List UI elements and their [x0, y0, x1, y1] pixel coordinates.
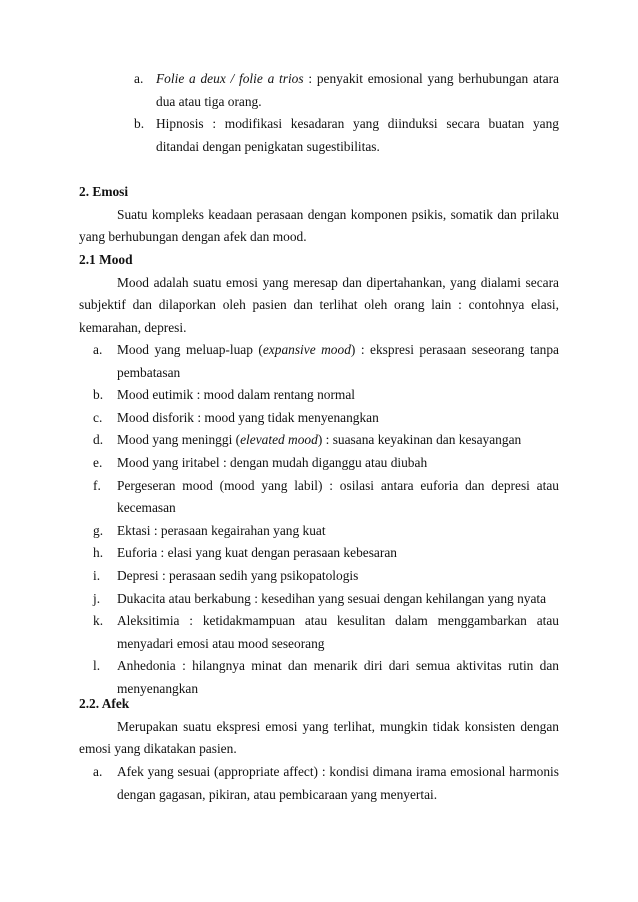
list-marker: e. — [93, 454, 103, 470]
list-text: Ektasi : perasaan kegairahan yang kuat — [117, 522, 326, 538]
list-marker: a. — [93, 764, 103, 779]
section-paragraph: Suatu kompleks keadaan perasaan dengan komponen psikis, somatik dan prilaku yang berhubungan dengan afek dan mood. — [79, 206, 559, 245]
list-text: Folie a deux / folie a trios : penyakit emosional yang berhubungan atara dua atau tiga orang. — [156, 71, 559, 109]
list-item — [93, 384, 559, 407]
list-marker: b. — [134, 116, 145, 132]
section-afek — [79, 693, 559, 761]
list-text: Euforia : elasi yang kuat dengan perasaan kebesaran — [117, 545, 397, 561]
list-item — [93, 429, 559, 452]
list-marker: a. — [134, 71, 144, 86]
list-item — [93, 761, 559, 806]
list-text: Anhedonia : hilangnya minat dan menarik diri dari semua aktivitas rutin dan menyenangkan — [117, 658, 559, 696]
list-item — [93, 407, 559, 430]
list-text: Mood yang meninggi (elevated mood) : suasana keyakinan dan kesayangan — [117, 432, 522, 448]
section-heading: 2. Emosi — [79, 184, 129, 199]
list-text: Depresi : perasaan sedih yang psikopatologis — [117, 567, 359, 583]
list-marker: g. — [93, 522, 104, 538]
list-text: Mood eutimik : mood dalam rentang normal — [117, 387, 356, 403]
list-item — [93, 610, 559, 655]
section-heading: 2.1 Mood — [79, 252, 133, 267]
list-text: Hipnosis : modifikasi kesadaran yang diinduksi secara buatan yang ditandai dengan penigkatan sugestibilitas. — [156, 116, 559, 154]
list-item — [93, 475, 559, 520]
list-item — [134, 113, 559, 158]
list-text: Mood yang meluap-luap (expansive mood) : ekspresi perasaan seseorang tanpa pembatasan — [117, 342, 559, 380]
section-paragraph: Mood adalah suatu emosi yang meresap dan dipertahankan, yang dialami secara subjektif dan dilaporkan oleh pasien dan terlihat oleh orang lain : contohnya elasi, kemarahan, depresi. — [79, 274, 559, 335]
list-marker: f. — [93, 477, 101, 493]
list-item — [93, 565, 559, 588]
section-heading: 2.2. Afek — [79, 696, 130, 711]
list-marker: i. — [93, 567, 101, 583]
list-text: Pergeseran mood (mood yang labil) : osilasi antara euforia dan depresi atau kecemasan — [117, 477, 559, 516]
list-item — [93, 339, 559, 384]
list-marker: d. — [93, 432, 104, 448]
list-marker: l. — [93, 658, 101, 674]
section-mood — [79, 249, 559, 339]
afek-list — [93, 761, 559, 806]
list-marker: b. — [93, 387, 104, 403]
list-text: Mood disforik : mood yang tidak menyenangkan — [117, 409, 379, 425]
list-text: Dukacita atau berkabung : kesedihan yang sesuai dengan kehilangan yang nyata — [117, 590, 547, 606]
list-text: Aleksitimia : ketidakmampuan atau kesulitan dalam menggambarkan atau menyadari emosi atau mood seseorang — [117, 613, 559, 651]
list-marker: h. — [93, 545, 104, 561]
list-text: Afek yang sesuai (appropriate affect) : kondisi dimana irama emosional harmonis dengan gagasan, pikiran, atau pembicaraan yang menyertai. — [117, 764, 559, 802]
list-item — [93, 520, 559, 543]
list-item — [93, 588, 559, 611]
section-emosi — [79, 181, 559, 249]
list-text: Mood yang iritabel : dengan mudah diganggu atau diubah — [117, 454, 428, 470]
section-paragraph: Merupakan suatu ekspresi emosi yang terlihat, mungkin tidak konsisten dengan emosi yang dikatakan pasien. — [79, 718, 559, 757]
list-marker: j. — [93, 590, 101, 606]
list-marker: a. — [93, 342, 103, 357]
list-item — [134, 68, 559, 113]
mood-list — [93, 339, 559, 701]
list-item — [93, 452, 559, 475]
list-item — [93, 542, 559, 565]
list-marker: k. — [93, 613, 104, 629]
list-marker: c. — [93, 409, 103, 425]
top-list — [134, 68, 559, 158]
